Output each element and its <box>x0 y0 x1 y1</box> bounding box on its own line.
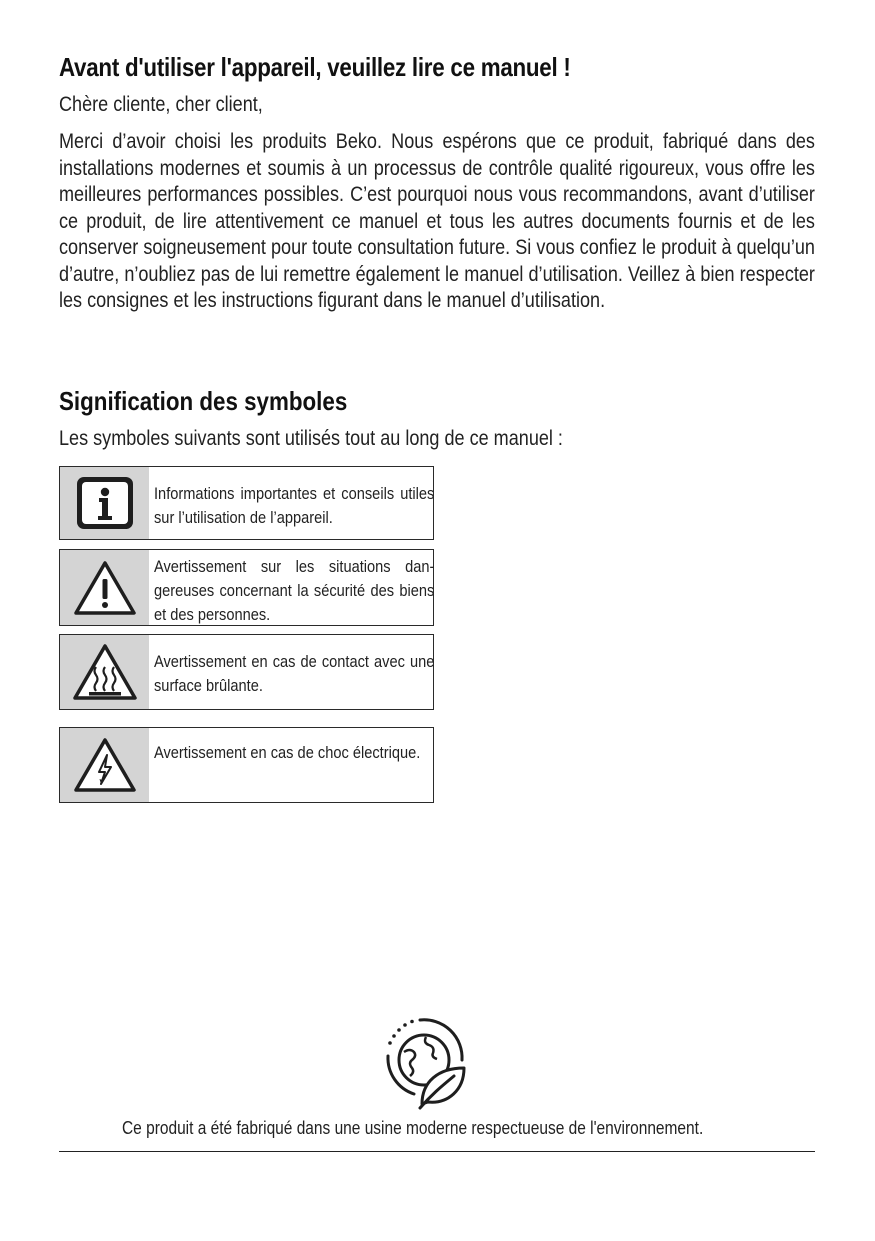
intro-paragraph: Merci d’avoir choisi les produits Beko. Nous espérons que ce produit, fabriqué dans des installations modernes et soumis à un processus de contrôle qualité rigoureux, vous offre les meilleures performances possibles. C’est pourquoi nous vous recommandons, avant d’utiliser ce produit, de lire attentivement ce manuel et tous les autres documents fournis et de les conserver soigneusement pour toute consultation future. Si vous confiez le produit à quelqu’un d’autre, n’oubliez pas de lui remettre également le manuel d’utilisation. Veillez à bien respecter les consignes et les instructions figurant dans le manuel d’utilisation. <box>59 130 815 312</box>
eco-globe-leaf-icon <box>382 1016 468 1110</box>
page-title: Avant d'utiliser l'appareil, veuillez lire ce manuel ! <box>59 52 571 82</box>
symbols-heading: Signification des symboles <box>59 386 348 416</box>
greeting: Chère cliente, cher client, <box>59 93 263 116</box>
warning-icon <box>60 550 149 625</box>
symbol-row-hot-surface <box>59 634 434 710</box>
symbol-text-hot-surface: Avertissement en cas de contact avec une surface brûlante. <box>154 652 435 695</box>
eco-statement: Ce produit a été fabriqué dans une usine moderne respectueuse de l'environnement. <box>122 1118 704 1138</box>
symbols-intro: Les symboles suivants sont utilisés tout au long de ce manuel : <box>59 427 563 450</box>
electric-shock-icon <box>60 728 149 802</box>
symbol-text-warning: Avertissement sur les situations dangereuses concernant la sécurité des biens et des personnes. <box>154 557 435 624</box>
bottom-divider <box>59 1151 815 1152</box>
symbol-text-info: Informations importantes et conseils utiles sur l’utilisation de l’appareil. <box>154 484 435 527</box>
symbol-row-info <box>59 466 434 540</box>
symbol-row-electric-shock <box>59 727 434 803</box>
symbol-text-electric-shock: Avertissement en cas de choc électrique. <box>154 743 421 762</box>
hot-surface-icon <box>60 635 149 709</box>
symbol-row-warning <box>59 549 434 626</box>
info-icon <box>60 467 149 539</box>
